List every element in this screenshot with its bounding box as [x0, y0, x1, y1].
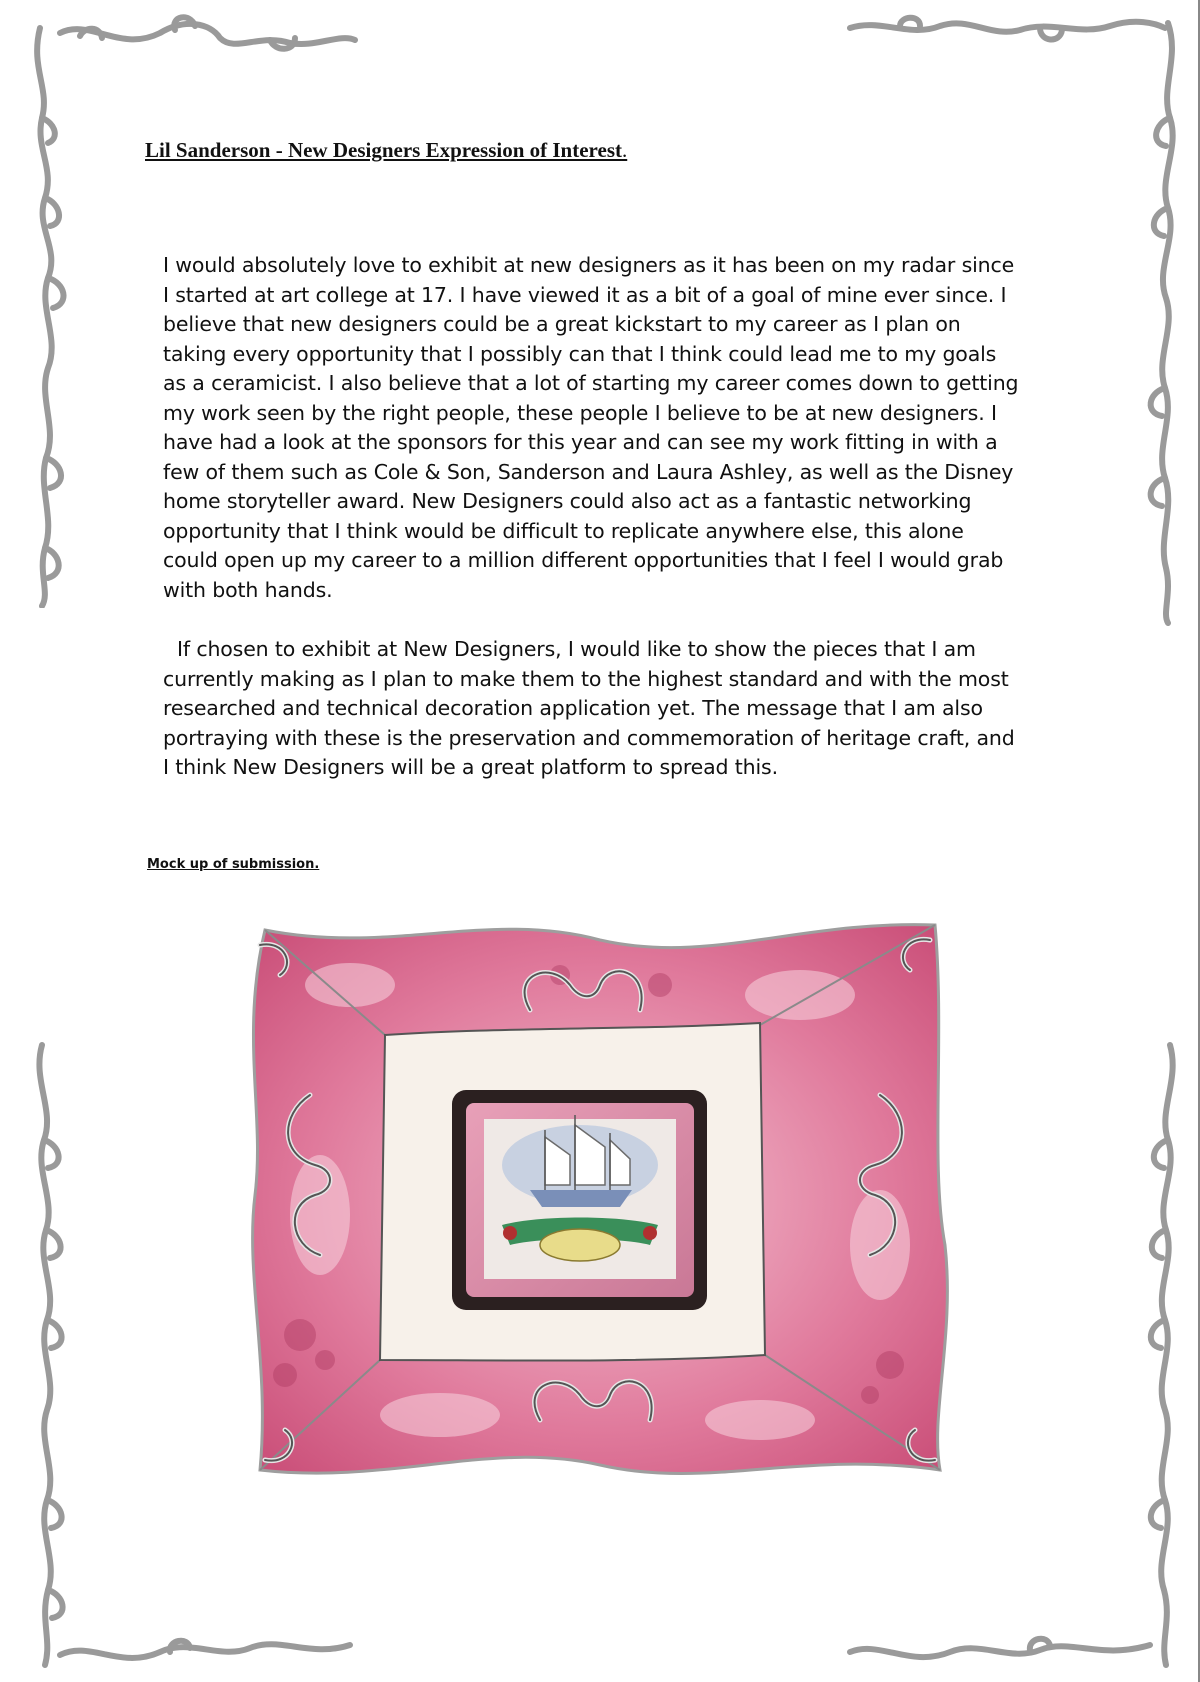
body-paragraph-1: I would absolutely love to exhibit at new designers as it has been on my radar since I started at art college at 17. I have viewed it as a bit of a goal of mine ever since. I believe that new designers could be a great kickstart to my career as I plan on taking every opportunity that I possibly can that I think could lead me to my goals as a ceramicist. I also believe that a lot of starting my career comes down to getting my work seen by the right people, these people I believe to be at new designers. I have had a look at the sponsors for this year and can see my work fitting in with a few of them such as Cole & Son, Sanderson and Laura Ashley, as well as the Disney home storyteller award. New Designers could also act as a fantastic networking opportunity that I think would be difficult to replicate anywhere else, this alone could open up my career to a million different opportunities that I feel I would grab with both hands. — [163, 253, 1019, 602]
document-title: Lil Sanderson - New Designers Expression of Interest. — [145, 138, 628, 162]
ornate-frame-illustration — [240, 915, 955, 1485]
mockup-caption: Mock up of submission. — [147, 857, 320, 872]
body-paragraph-2: If chosen to exhibit at New Designers, I would like to show the pieces that I am currently making as I plan to make them to the highest standard and with the most researched and technical decoration application yet. The message that I am also portraying with these is the preservation and commemoration of heritage craft, and I think New Designers will be a great platform to spread this. — [163, 637, 1015, 779]
submission-mockup-image — [240, 915, 955, 1485]
